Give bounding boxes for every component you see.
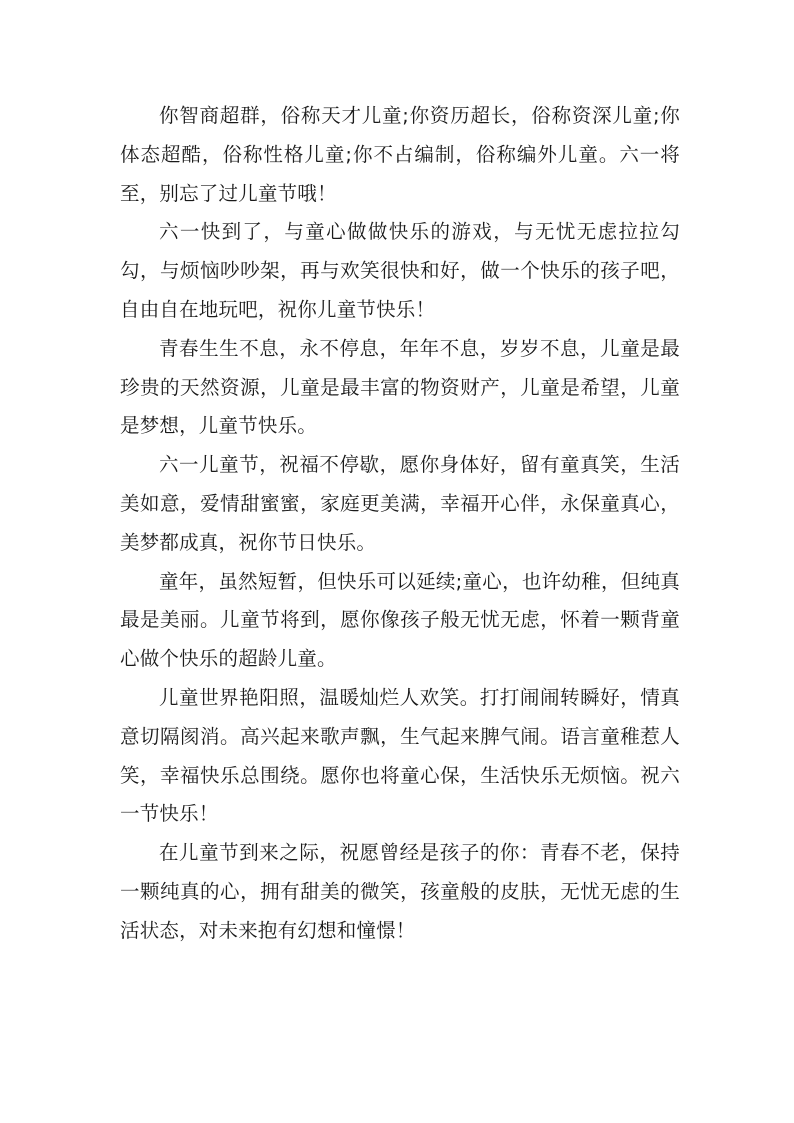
document-body bbox=[120, 97, 680, 951]
paragraph-2: 六一快到了，与童心做做快乐的游戏，与无忧无虑拉拉勾勾，与烦恼吵吵架，再与欢笑很快和好，做一个快乐的孩子吧，自由自在地玩吧，祝你儿童节快乐！ bbox=[120, 220, 680, 321]
paragraph-5: 童年，虽然短暂，但快乐可以延续;童心，也许幼稚，但纯真最是美丽。儿童节将到，愿你像孩子般无忧无虑，怀着一颗背童心做个快乐的超龄儿童。 bbox=[120, 569, 680, 671]
paragraph-6: 儿童世界艳阳照，温暖灿烂人欢笑。打打闹闹转瞬好，情真意切隔阂消。高兴起来歌声飘，生气起来脾气闹。语言童稚惹人笑，幸福快乐总围绕。愿你也将童心保，生活快乐无烦恼。祝六一节快乐！ bbox=[120, 685, 680, 826]
paragraph-1: 你智商超群，俗称天才儿童;你资历超长，俗称资深儿童;你体态超酷，俗称性格儿童;你不占编制，俗称编外儿童。六一将至，别忘了过儿童节哦！ bbox=[120, 104, 680, 205]
paragraph-4: 六一儿童节，祝福不停歇，愿你身体好，留有童真笑，生活美如意，爱情甜蜜蜜，家庭更美满，幸福开心伴，永保童真心，美梦都成真，祝你节日快乐。 bbox=[120, 453, 680, 554]
paragraph-3: 青春生生不息，永不停息，年年不息，岁岁不息，儿童是最珍贵的天然资源，儿童是最丰富的物资财产，儿童是希望，儿童是梦想，儿童节快乐。 bbox=[120, 336, 680, 438]
paragraph-7: 在儿童节到来之际，祝愿曾经是孩子的你：青春不老，保持一颗纯真的心，拥有甜美的微笑，孩童般的皮肤，无忧无虑的生活状态，对未来抱有幻想和憧憬！ bbox=[120, 841, 680, 942]
